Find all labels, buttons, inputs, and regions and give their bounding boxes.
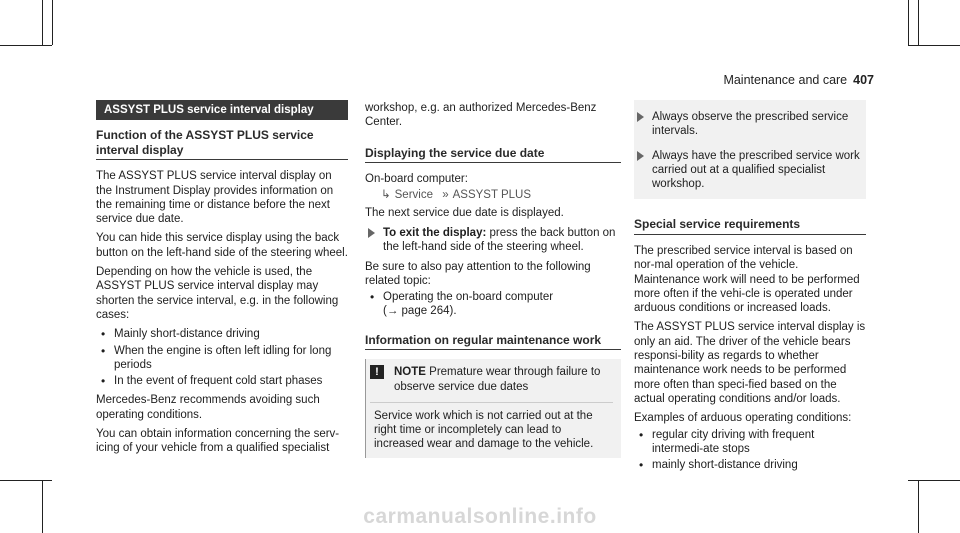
cases-list xyxy=(96,327,348,388)
crop-mark xyxy=(52,0,53,45)
warning-icon: ! xyxy=(370,365,384,379)
paragraph: workshop, e.g. an authorized Mercedes-Benz Center. xyxy=(365,102,597,129)
crop-mark xyxy=(918,0,919,45)
crop-mark xyxy=(0,480,52,481)
onboard-label: On-board computer: xyxy=(365,173,468,186)
note-label: NOTE xyxy=(394,366,426,379)
list-item: • Mainly short-distance driving xyxy=(96,327,348,341)
crop-mark xyxy=(0,45,52,46)
crop-mark xyxy=(908,45,960,46)
step-text: press the back button on the left-hand side of the steering wheel. xyxy=(383,226,616,254)
related-topic: Operating the on-board computer xyxy=(383,291,554,304)
paragraph: You can obtain information concerning the serv-icing of your vehicle from a qualified specialist xyxy=(96,428,340,455)
step-arrow-icon xyxy=(637,151,644,161)
subheading-service-due: Displaying the service due date xyxy=(365,146,621,164)
list-item xyxy=(365,290,621,319)
instruction-step xyxy=(634,110,860,139)
list-item: • regular city driving with frequent intermedi-ate stops xyxy=(634,428,866,457)
section-bar-title: ASSYST PLUS service interval display xyxy=(96,100,348,120)
crop-mark xyxy=(42,0,43,45)
paragraph: The ASSYST PLUS service interval display is only an aid. The driver of the vehicle bears responsi-bility as regards to whether maintenance work needs to be performed more often than speci-fied based on the actual operating conditions and/or loads. xyxy=(634,321,866,405)
menu-path xyxy=(365,188,621,202)
paragraph: The next service due date is displayed. xyxy=(365,206,564,219)
instruction-step xyxy=(634,149,860,192)
subheading-function: Function of the ASSYST PLUS service interval display xyxy=(96,128,348,160)
section-title: Maintenance and care xyxy=(723,73,848,87)
note-header xyxy=(370,365,613,394)
menu-item-assyst: ASSYST PLUS xyxy=(452,189,532,202)
paragraph: Depending on how the vehicle is used, the ASSYST PLUS service interval display may shorten the service interval, e.g. in the following cases: xyxy=(96,266,339,321)
instruction-step xyxy=(365,226,621,255)
step-arrow-icon xyxy=(637,112,644,122)
step-text: Always have the prescribed service work carried out at a qualified specialist workshop. xyxy=(652,149,860,191)
paragraph: Examples of arduous operating conditions: xyxy=(634,412,852,425)
paragraph: The ASSYST PLUS service interval display on the Instrument Display provides information on the remaining time or distance before the next service due date. xyxy=(96,170,334,226)
page-reference: (→ page 264). xyxy=(383,305,457,318)
paragraph: Be sure to also pay attention to the following related topic: xyxy=(365,260,591,287)
crop-mark xyxy=(908,0,909,45)
crop-mark xyxy=(908,480,960,481)
return-arrow-icon: ↳ xyxy=(381,189,391,202)
paragraph: You can hide this service display using the back button on the left-hand side of the steering wheel. xyxy=(96,232,348,259)
list-item: • mainly short-distance driving xyxy=(634,458,866,472)
page-header xyxy=(723,73,874,87)
note-body: Service work which is not carried out at the right time or incompletely can lead to increased wear and damage to the vehicle. xyxy=(370,402,613,452)
note-title: Premature wear through failure to observe service due dates xyxy=(394,366,601,393)
column-left xyxy=(96,100,348,461)
subheading-special: Special service requirements xyxy=(634,217,866,235)
menu-item-service: Service xyxy=(394,189,433,202)
paragraph: The prescribed service interval is based on nor-mal operation of the vehicle. Maintenance work will need to be performed more often if the vehi-cle is operated under arduous conditions or increased loads. xyxy=(634,244,860,315)
examples-list xyxy=(634,428,866,473)
steps-box xyxy=(634,100,866,199)
step-label: To exit the display: xyxy=(383,226,487,239)
subheading-maintenance: Information on regular maintenance work xyxy=(365,333,621,351)
note-box xyxy=(365,359,621,457)
list-item: • In the event of frequent cold start phases xyxy=(96,374,348,388)
watermark: carmanualsonline.info xyxy=(363,505,597,528)
page-number: 407 xyxy=(853,73,874,87)
step-arrow-icon xyxy=(368,228,375,238)
list-item: • When the engine is often left idling for long periods xyxy=(96,344,348,373)
column-middle xyxy=(365,101,621,458)
paragraph: Mercedes-Benz recommends avoiding such operating conditions. xyxy=(96,394,320,421)
step-text: Always observe the prescribed service intervals. xyxy=(652,111,849,138)
double-chevron-icon: » xyxy=(442,189,449,202)
column-right xyxy=(634,100,866,477)
related-list xyxy=(365,290,621,319)
